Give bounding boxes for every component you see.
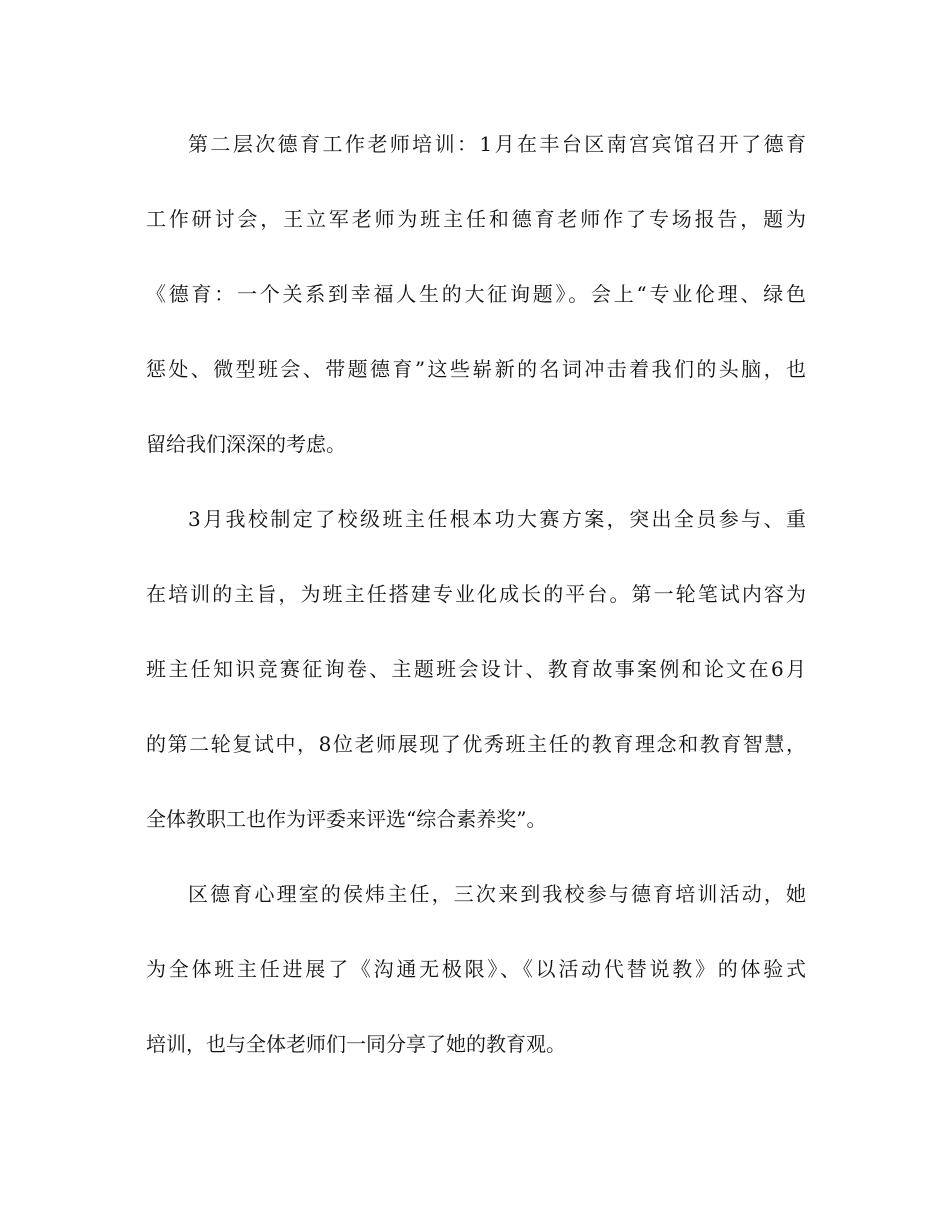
text-line: 在培训的主旨，为班主任搭建专业化成长的平台。第一轮笔试内容为 bbox=[146, 582, 806, 606]
text-line: 班主任知识竞赛征询卷、主题班会设计、教育故事案例和论文在6月 bbox=[146, 657, 806, 681]
text-line: 工作研讨会，王立军老师为班主任和德育老师作了专场报告，题为 bbox=[146, 207, 806, 231]
document-body bbox=[146, 122, 806, 1097]
text-line: 全体教职工也作为评委来评选“综合素养奖”。 bbox=[146, 807, 547, 831]
paragraph-competition bbox=[146, 497, 806, 872]
text-line: 《德育：一个关系到幸福人生的大征询题》。会上“专业伦理、绿色 bbox=[146, 282, 806, 306]
text-line: 惩处、微型班会、带题德育”这些崭新的名词冲击着我们的头脑，也 bbox=[146, 357, 806, 381]
paragraph-psychology-training bbox=[146, 872, 806, 1097]
text-line: 区德育心理室的侯炜主任，三次来到我校参与德育培训活动，她 bbox=[188, 882, 806, 906]
text-line: 的第二轮复试中，8位老师展现了优秀班主任的教育理念和教育智慧， bbox=[146, 732, 806, 756]
text-line: 培训，也与全体老师们一同分享了她的教育观。 bbox=[146, 1032, 566, 1056]
text-line: 3月我校制定了校级班主任根本功大赛方案，突出全员参与、重 bbox=[188, 507, 806, 531]
text-line: 第二层次德育工作老师培训：1月在丰台区南宫宾馆召开了德育 bbox=[188, 132, 806, 156]
text-line: 留给我们深深的考虑。 bbox=[146, 432, 346, 456]
text-line: 为全体班主任进展了《沟通无极限》、《以活动代替说教》的体验式 bbox=[146, 957, 806, 981]
paragraph-training-seminar bbox=[146, 122, 806, 497]
